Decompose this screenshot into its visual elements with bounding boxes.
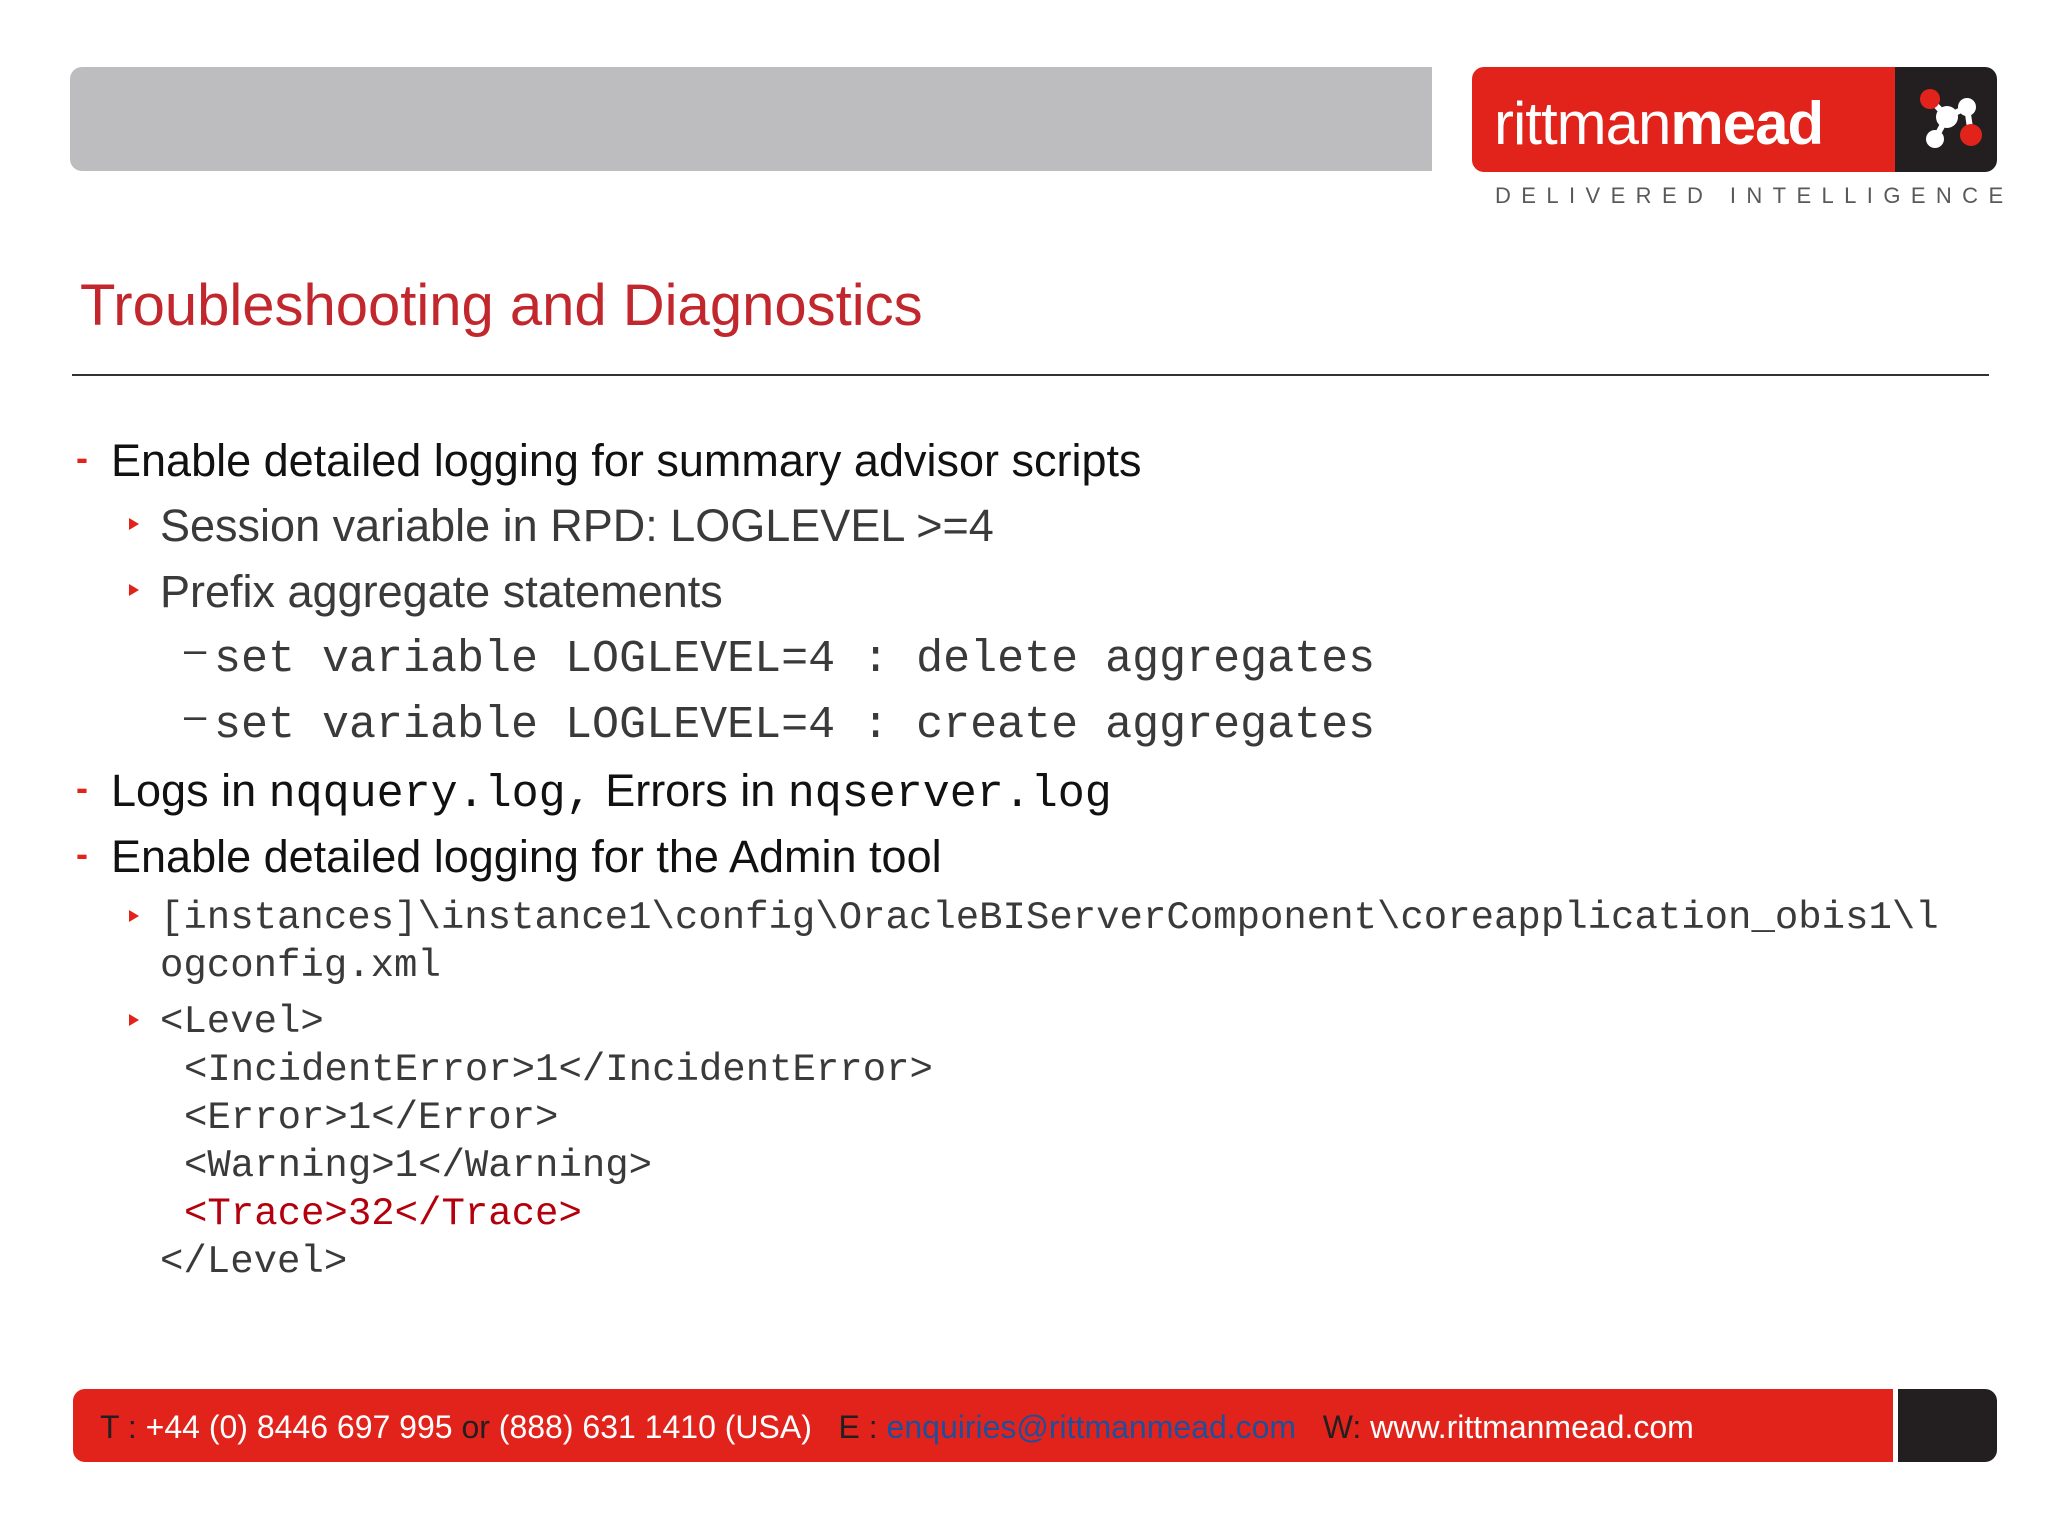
slide-title: Troubleshooting and Diagnostics bbox=[80, 273, 923, 338]
level3-bullet-marker: – bbox=[184, 628, 207, 672]
logo-name-light: rittman bbox=[1494, 90, 1671, 157]
web-label: W: bbox=[1322, 1409, 1362, 1445]
xml-incident-error: <IncidentError>1</IncidentError> bbox=[184, 1048, 933, 1092]
level2-bullet-marker bbox=[129, 1014, 139, 1026]
xml-level-open: <Level> bbox=[160, 1000, 324, 1044]
bullet-2 bbox=[111, 765, 1112, 820]
phone-label: T : bbox=[100, 1409, 137, 1445]
footer-contact bbox=[100, 1409, 1694, 1446]
level2-bullet-marker bbox=[129, 910, 139, 922]
nqquery-log-code: nqquery.log, bbox=[268, 769, 593, 820]
logconfig-path-line-1: [instances]\instance1\config\OracleBIServerComponent\coreapplication_obis1\l bbox=[160, 896, 1939, 940]
bullet-2-text-1: Logs in bbox=[111, 765, 269, 816]
xml-trace: <Trace>32</Trace> bbox=[184, 1192, 582, 1236]
web-link[interactable]: www.rittmanmead.com bbox=[1370, 1409, 1694, 1445]
bullet-1-2-1: set variable LOGLEVEL=4 : delete aggregates bbox=[214, 634, 1376, 685]
bullet-3: Enable detailed logging for the Admin tool bbox=[111, 831, 942, 882]
bullet-1-2-2: set variable LOGLEVEL=4 : create aggregates bbox=[214, 700, 1376, 751]
logo-tagline: DELIVERED INTELLIGENCE bbox=[1495, 183, 2014, 208]
level2-bullet-marker bbox=[129, 518, 139, 530]
level1-bullet-marker: - bbox=[76, 767, 88, 808]
email-label: E : bbox=[838, 1409, 878, 1445]
phone-us: (888) 631 1410 (USA) bbox=[498, 1409, 812, 1445]
nqserver-log-code: nqserver.log bbox=[787, 769, 1112, 820]
email-link[interactable]: enquiries@rittmanmead.com bbox=[886, 1409, 1297, 1445]
phone-uk: +44 (0) 8446 697 995 bbox=[145, 1409, 453, 1445]
xml-level-close: </Level> bbox=[160, 1240, 348, 1284]
bullet-1: Enable detailed logging for summary advisor scripts bbox=[111, 435, 1142, 486]
level1-bullet-marker: - bbox=[76, 833, 88, 874]
xml-error: <Error>1</Error> bbox=[184, 1096, 559, 1140]
xml-warning: <Warning>1</Warning> bbox=[184, 1144, 653, 1188]
bullet-2-text-2: Errors in bbox=[592, 765, 788, 816]
logconfig-path-line-2: ogconfig.xml bbox=[160, 944, 441, 988]
level3-bullet-marker: – bbox=[184, 694, 207, 738]
level2-bullet-marker bbox=[129, 584, 139, 596]
bullet-1-2: Prefix aggregate statements bbox=[160, 566, 723, 617]
level1-bullet-marker: - bbox=[76, 437, 88, 478]
bullet-1-1: Session variable in RPD: LOGLEVEL >=4 bbox=[160, 500, 994, 551]
or-word: or bbox=[461, 1409, 490, 1445]
footer-black-block bbox=[1898, 1389, 1997, 1462]
logo-name-bold: mead bbox=[1670, 90, 1824, 157]
